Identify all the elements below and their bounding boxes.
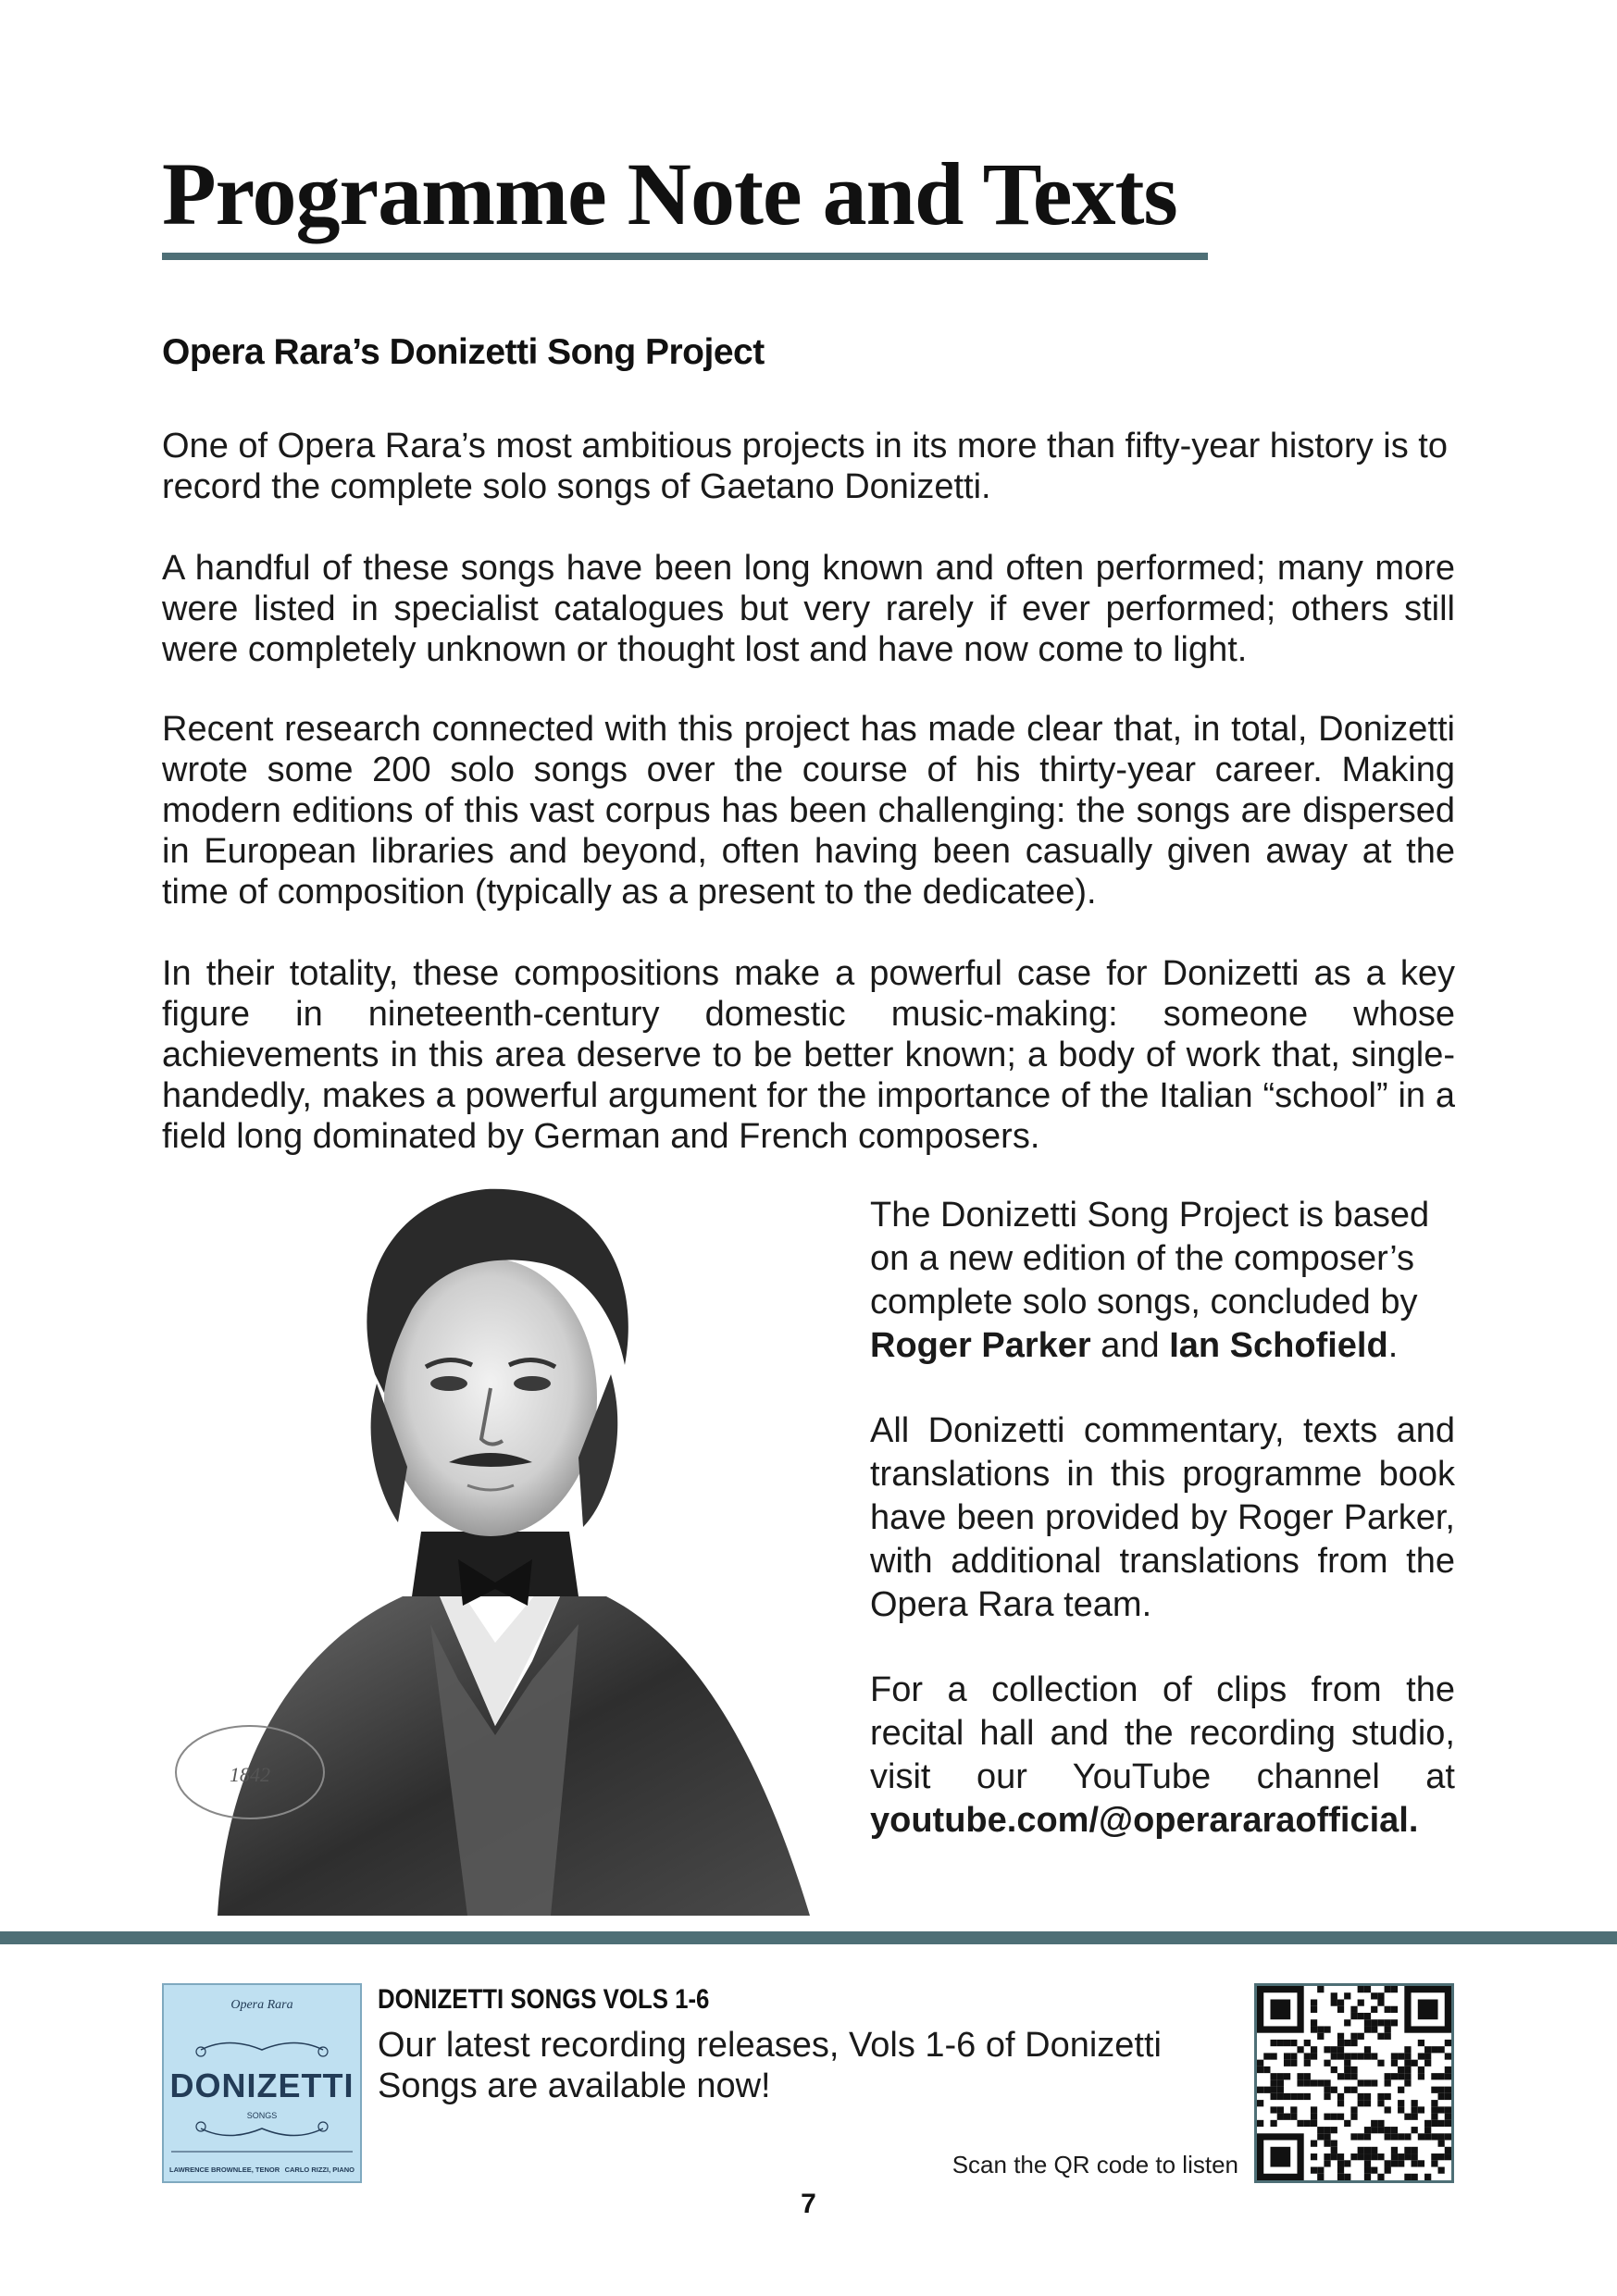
ian-schofield-name: Ian Schofield	[1169, 1326, 1388, 1365]
donizetti-portrait	[162, 1161, 828, 1916]
roger-parker-name: Roger Parker	[870, 1326, 1091, 1365]
qr-label: Scan the QR code to listen	[952, 2151, 1238, 2178]
portrait-inscription: 1842	[230, 1763, 270, 1786]
paragraph-2: A handful of these songs have been long known and often performed; many more were listed in specialist catalogues but very rarely if ever performed; others still were completely unknown or thought lost and have now come to light.	[162, 549, 1455, 669]
qr-code[interactable]	[1254, 1983, 1454, 2183]
album-subtitle: SONGS	[246, 2111, 278, 2120]
youtube-link[interactable]: youtube.com/@operararaofficial.	[870, 1801, 1419, 1840]
promo-heading: DONIZETTI SONGS VOLS 1-6	[378, 1984, 710, 2015]
album-performer-1: LAWRENCE BROWNLEE, TENOR	[169, 2166, 280, 2174]
album-cover[interactable]	[162, 1983, 362, 2183]
page-title: Programme Note and Texts	[162, 144, 1177, 243]
promo-text: Our latest recording releases, Vols 1-6 of Donizetti Songs are available now!	[378, 2026, 1162, 2105]
qr-code-icon	[1257, 1986, 1451, 2180]
side-paragraph-3: For a collection of clips from the recital hall and the recording studio, visit our YouTube channel at youtube.com/@operararaofficial.	[870, 1670, 1455, 1840]
paragraph-3: Recent research connected with this project has made clear that, in total, Donizetti wrote some 200 solo songs over the course of his thirty-year career. Making modern editions of this vast corpus has been challenging: the songs are dispersed in European libraries and beyond, often having been casually given away at the time of composition (typically as a present to the dedicatee).	[162, 710, 1455, 912]
side-paragraph-1: The Donizetti Song Project is based on a new edition of the composer’s complete solo songs, concluded by Roger Parker and Ian Schofield.	[870, 1196, 1430, 1365]
album-logo: Opera Rara	[230, 1998, 293, 2012]
album-performer-2: CARLO RIZZI, PIANO	[284, 2166, 354, 2174]
page-number: 7	[801, 2189, 816, 2219]
footer-divider	[0, 1931, 1617, 1944]
album-title: DONIZETTI	[169, 2066, 354, 2104]
paragraph-4: In their totality, these compositions make a powerful case for Donizetti as a key figure in nineteenth-century domestic music-making: someone whose achievements in this area deserve to be better known; a body of work that, single-handedly, makes a powerful argument for the importance of the Italian “school” in a field long dominated by German and French composers.	[162, 954, 1455, 1156]
album-credits	[169, 2166, 354, 2174]
paragraph-1: One of Opera Rara’s most ambitious projects in its more than fifty-year history is to record the complete solo songs of Gaetano Donizetti.	[162, 427, 1448, 506]
title-underline	[162, 253, 1208, 260]
section-heading: Opera Rara’s Donizetti Song Project	[162, 332, 765, 372]
side-paragraph-2: All Donizetti commentary, texts and translations in this programme book have been provided by Roger Parker, with additional translations from the Opera Rara team.	[870, 1411, 1455, 1624]
